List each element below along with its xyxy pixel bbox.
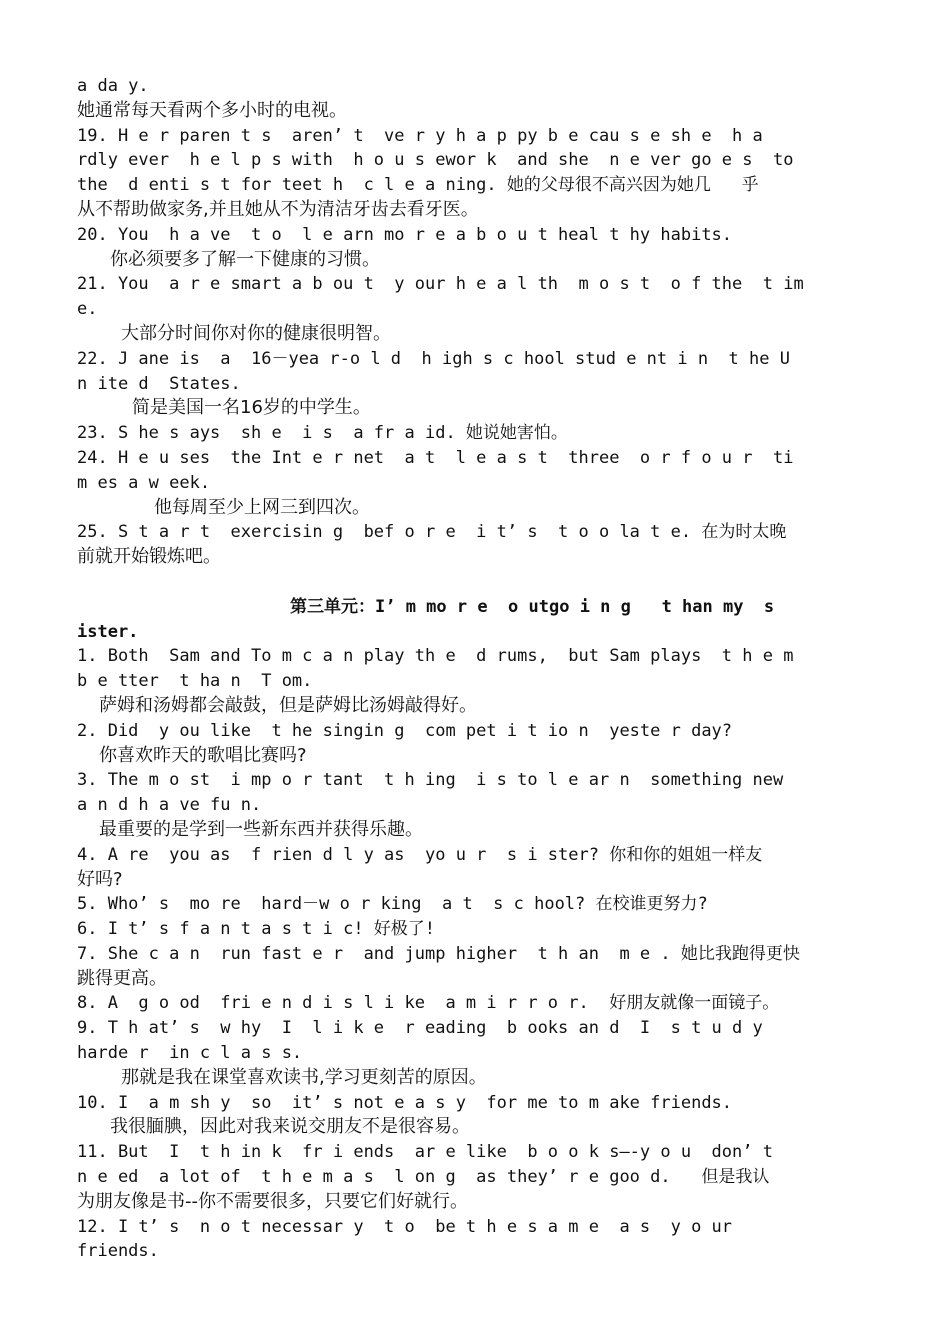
text-line: e. <box>77 299 98 320</box>
document-page <box>77 74 877 1264</box>
text-line: 跳得更高。 <box>77 967 167 989</box>
text-line: 从不帮助做家务,并且她从不为清洁牙齿去看牙医。 <box>77 198 479 220</box>
text-line: 简是美国一名16岁的中学生。 <box>132 397 371 419</box>
text-line: 2. Did y ou like t he singin g com pet i t io n yeste r day? <box>77 720 733 741</box>
text-line: m es a w eek. <box>77 472 211 493</box>
text-line: rdly ever h e l p s with h o u s ewor k and she n e ver go e s to <box>77 150 794 171</box>
text-line: 3. The m o st i mp o r tant t h ing i s to l e ar n something new <box>77 770 784 791</box>
text-line: 为朋友像是书--你不需要很多，只要它们好就行。 <box>77 1190 468 1212</box>
text-line: 大部分时间你对你的健康很明智。 <box>121 322 391 344</box>
text-line: 19. H e r paren t s aren’ t ve r y h a p py b e cau s e sh e h a <box>77 125 763 146</box>
text-line: 23. S he s ays sh e i s a fr a id. 她说她害怕。 <box>77 423 568 444</box>
text-line: 她通常每天看两个多小时的电视。 <box>77 99 347 121</box>
text-line: a da y. <box>77 76 149 96</box>
unit-heading-continued: ister. <box>77 621 139 642</box>
text-line: 25. S t a r t exercisin g bef o r e i t’ s t o o la t e. 在为时太晚 <box>77 522 787 543</box>
text-line: 你必须要多了解一下健康的习惯。 <box>110 248 380 270</box>
text-line: 7. She c a n run fast e r and jump higher t h an m e . 她比我跑得更快 <box>77 943 800 964</box>
text-line: 我很腼腆，因此对我来说交朋友不是很容易。 <box>110 1116 470 1138</box>
text-line: friends. <box>77 1241 159 1262</box>
text-line: n e ed a lot of t h e m a s l on g as they’ r e goo d. 但是我认 <box>77 1167 770 1188</box>
text-line: harde r in c l a s s. <box>77 1043 303 1064</box>
text-line: 6. I t’ s f a n t a s t i c! 好极了! <box>77 919 436 940</box>
blank-line <box>77 570 877 595</box>
text-line: 21. You a r e smart a b ou t y our h e a l th m o s t o f the t im <box>77 274 804 295</box>
text-line: 前就开始锻炼吧。 <box>77 546 221 568</box>
text-line: n ite d States. <box>77 373 241 394</box>
text-line: 那就是我在课堂喜欢读书,学习更刻苦的原因。 <box>121 1066 487 1088</box>
text-line: 20. You h a ve t o l e arn mo r e a b o u t heal t hy habits. <box>77 224 733 245</box>
text-line: 11. But I t h in k fr i ends ar e like b o o k s—-y o u don’ t <box>77 1142 773 1163</box>
text-line: 24. H e u ses the Int e r net a t l e a s t three o r f o u r ti <box>77 447 794 468</box>
text-line: 5. Who’ s mo re hard－w o r king a t s c hool? 在校谁更努力? <box>77 894 708 915</box>
text-line: 12. I t’ s n o t necessar y t o be t h e s a m e a s y o ur <box>77 1216 733 1237</box>
text-line: 萨姆和汤姆都会敲鼓，但是萨姆比汤姆敲得好。 <box>99 694 477 716</box>
text-line: b e tter t ha n T om. <box>77 671 313 692</box>
text-line: 1. Both Sam and To m c a n play th e d rums, but Sam plays t h e m <box>77 646 794 667</box>
text-line: 9. T h at’ s w hy I l i k e r eading b ooks an d I s t u d y <box>77 1018 763 1039</box>
text-line: 22. J ane is a 16－yea r-o l d h igh s c hool stud e nt i n t he U <box>77 348 790 369</box>
text-line: 10. I a m sh y so it’ s not e a s y for me to m ake friends. <box>77 1092 733 1113</box>
text-line: the d enti s t for teet h c l e a ning. 她的父母很不高兴因为她几 乎 <box>77 175 759 196</box>
text-line: 8. A g o od fri e n d i s l i ke a m i r r o r. 好朋友就像一面镜子。 <box>77 993 780 1014</box>
text-line: 最重要的是学到一些新东西并获得乐趣。 <box>99 818 423 840</box>
unit-heading: 第三单元：I’ m mo r e o utgo i n g t han my s <box>290 596 775 617</box>
text-line: 好吗? <box>77 868 123 890</box>
text-line: 他每周至少上网三到四次。 <box>154 496 370 518</box>
text-line: 你喜欢昨天的歌唱比赛吗? <box>99 744 307 766</box>
text-line: a n d h a ve fu n. <box>77 795 262 816</box>
text-line: 4. A re you as f rien d l y as yo u r s i ster? 你和你的姐姐一样友 <box>77 844 763 865</box>
